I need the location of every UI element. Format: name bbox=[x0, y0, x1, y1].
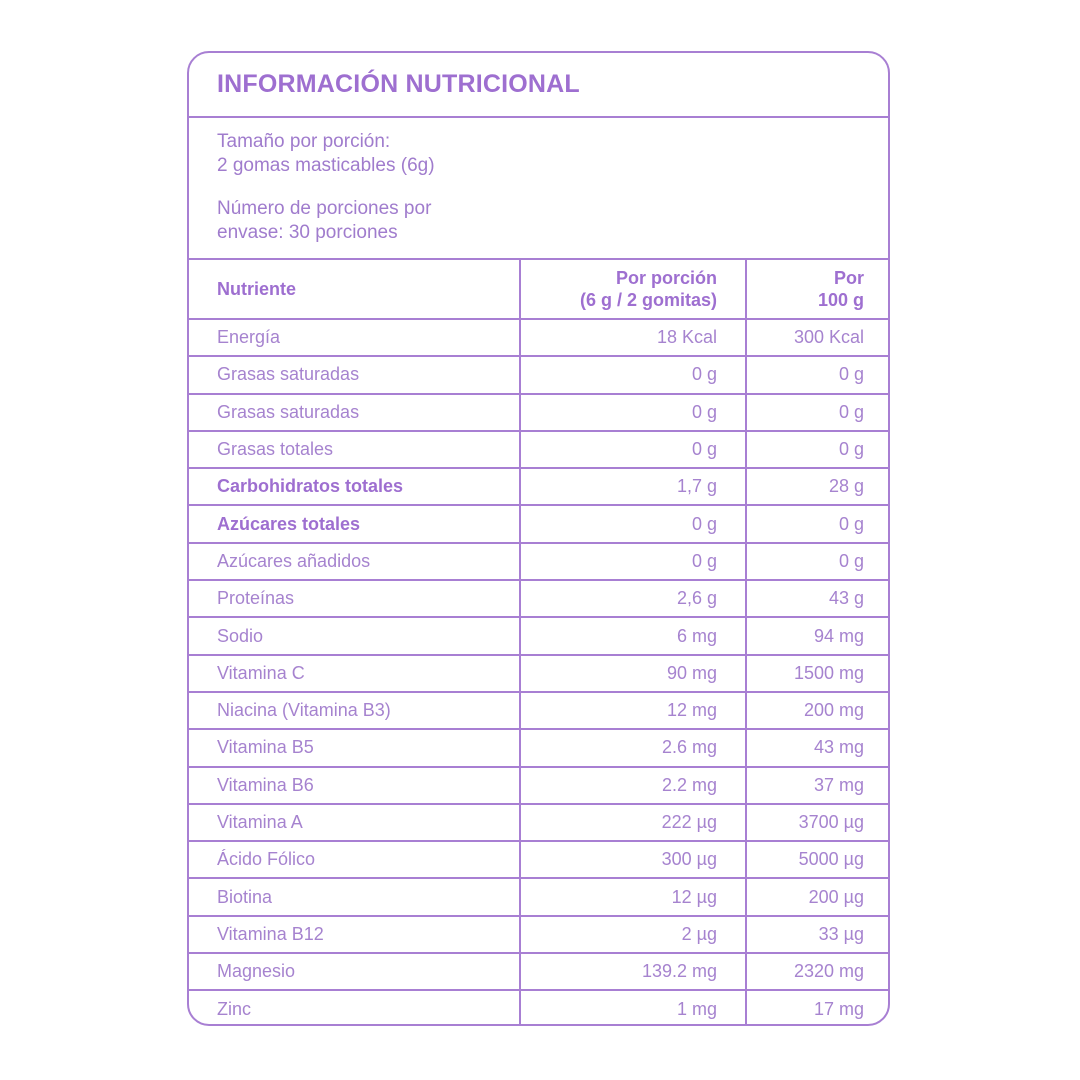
table-row bbox=[189, 990, 890, 1026]
nutrient-name: Carbohidratos totales bbox=[189, 468, 520, 505]
nutrient-name: Ácido Fólico bbox=[189, 841, 520, 878]
nutrient-name: Biotina bbox=[189, 878, 520, 915]
table-row bbox=[189, 505, 890, 542]
per-serving-value: 0 g bbox=[520, 431, 746, 468]
nutrient-name: Zinc bbox=[189, 990, 520, 1026]
serving-size-label: Tamaño por porción: bbox=[217, 131, 391, 152]
nutrition-facts-card bbox=[187, 51, 890, 1026]
header-per-100g bbox=[746, 260, 890, 319]
table-row bbox=[189, 953, 890, 990]
nutrient-name: Niacina (Vitamina B3) bbox=[189, 692, 520, 729]
header-per-100g-line2: 100 g bbox=[817, 290, 864, 310]
table-row bbox=[189, 916, 890, 953]
per-serving-value: 2.6 mg bbox=[520, 729, 746, 766]
table-row bbox=[189, 767, 890, 804]
per-100g-value: 3700 µg bbox=[746, 804, 890, 841]
nutrient-name: Vitamina A bbox=[189, 804, 520, 841]
per-100g-value: 37 mg bbox=[746, 767, 890, 804]
table-row bbox=[189, 878, 890, 915]
per-serving-value: 0 g bbox=[520, 543, 746, 580]
per-serving-value: 2,6 g bbox=[520, 580, 746, 617]
nutrient-name: Vitamina C bbox=[189, 655, 520, 692]
serving-info-section bbox=[189, 118, 888, 260]
nutrient-name: Grasas totales bbox=[189, 431, 520, 468]
table-row bbox=[189, 692, 890, 729]
nutrient-name: Vitamina B5 bbox=[189, 729, 520, 766]
per-serving-value: 6 mg bbox=[520, 617, 746, 654]
per-100g-value: 43 g bbox=[746, 580, 890, 617]
table-row bbox=[189, 617, 890, 654]
nutrient-name: Azúcares totales bbox=[189, 505, 520, 542]
per-100g-value: 200 µg bbox=[746, 878, 890, 915]
header-per-serving-line2: (6 g / 2 gomitas) bbox=[579, 290, 717, 310]
nutrient-name: Sodio bbox=[189, 617, 520, 654]
per-serving-value: 2 µg bbox=[520, 916, 746, 953]
nutrient-name: Vitamina B6 bbox=[189, 767, 520, 804]
per-serving-value: 90 mg bbox=[520, 655, 746, 692]
table-row bbox=[189, 804, 890, 841]
per-100g-value: 33 µg bbox=[746, 916, 890, 953]
nutrient-name: Grasas saturadas bbox=[189, 394, 520, 431]
per-100g-value: 0 g bbox=[746, 505, 890, 542]
header-nutrient: Nutriente bbox=[189, 260, 520, 319]
per-100g-value: 43 mg bbox=[746, 729, 890, 766]
servings-count-label: Número de porciones por bbox=[217, 198, 432, 219]
per-100g-value: 200 mg bbox=[746, 692, 890, 729]
per-100g-value: 1500 mg bbox=[746, 655, 890, 692]
table-row bbox=[189, 580, 890, 617]
nutrition-table bbox=[189, 260, 890, 1026]
per-serving-value: 12 µg bbox=[520, 878, 746, 915]
header-per-serving bbox=[520, 260, 746, 319]
table-header-row bbox=[189, 260, 890, 319]
per-100g-value: 5000 µg bbox=[746, 841, 890, 878]
per-serving-value: 1 mg bbox=[520, 990, 746, 1026]
table-row bbox=[189, 729, 890, 766]
table-row bbox=[189, 841, 890, 878]
serving-size-value: 2 gomas masticables (6g) bbox=[217, 155, 435, 176]
servings-count-value: envase: 30 porciones bbox=[217, 222, 398, 243]
table-row bbox=[189, 468, 890, 505]
per-100g-value: 0 g bbox=[746, 394, 890, 431]
per-serving-value: 1,7 g bbox=[520, 468, 746, 505]
per-serving-value: 300 µg bbox=[520, 841, 746, 878]
per-100g-value: 0 g bbox=[746, 543, 890, 580]
per-100g-value: 17 mg bbox=[813, 998, 864, 1019]
table-row bbox=[189, 431, 890, 468]
nutrient-name: Proteínas bbox=[189, 580, 520, 617]
per-100g-value: 0 g bbox=[746, 431, 890, 468]
per-100g-value: 94 mg bbox=[746, 617, 890, 654]
table-row bbox=[189, 319, 890, 356]
per-100g-value: 300 Kcal bbox=[746, 319, 890, 356]
per-100g-value: 2320 mg bbox=[746, 953, 890, 990]
table-row bbox=[189, 543, 890, 580]
header-per-100g-line1: Por bbox=[833, 268, 864, 288]
nutrient-name: Magnesio bbox=[189, 953, 520, 990]
per-serving-value: 139.2 mg bbox=[520, 953, 746, 990]
per-serving-value: 222 µg bbox=[520, 804, 746, 841]
nutrient-name: Energía bbox=[189, 319, 520, 356]
per-serving-value: 12 mg bbox=[520, 692, 746, 729]
per-serving-value: 18 Kcal bbox=[520, 319, 746, 356]
title-section bbox=[189, 53, 888, 118]
per-100g-value: 28 g bbox=[746, 468, 890, 505]
per-100g-value: 0 g bbox=[746, 356, 890, 393]
page-title: INFORMACIÓN NUTRICIONAL bbox=[217, 70, 580, 98]
per-serving-value: 2.2 mg bbox=[520, 767, 746, 804]
nutrient-name: Vitamina B12 bbox=[189, 916, 520, 953]
table-row bbox=[189, 356, 890, 393]
table-row bbox=[189, 394, 890, 431]
per-serving-value: 0 g bbox=[520, 394, 746, 431]
table-row bbox=[189, 655, 890, 692]
per-serving-value: 0 g bbox=[520, 356, 746, 393]
nutrient-name: Azúcares añadidos bbox=[189, 543, 520, 580]
header-per-serving-line1: Por porción bbox=[615, 268, 717, 288]
nutrient-name: Grasas saturadas bbox=[189, 356, 520, 393]
per-serving-value: 0 g bbox=[520, 505, 746, 542]
